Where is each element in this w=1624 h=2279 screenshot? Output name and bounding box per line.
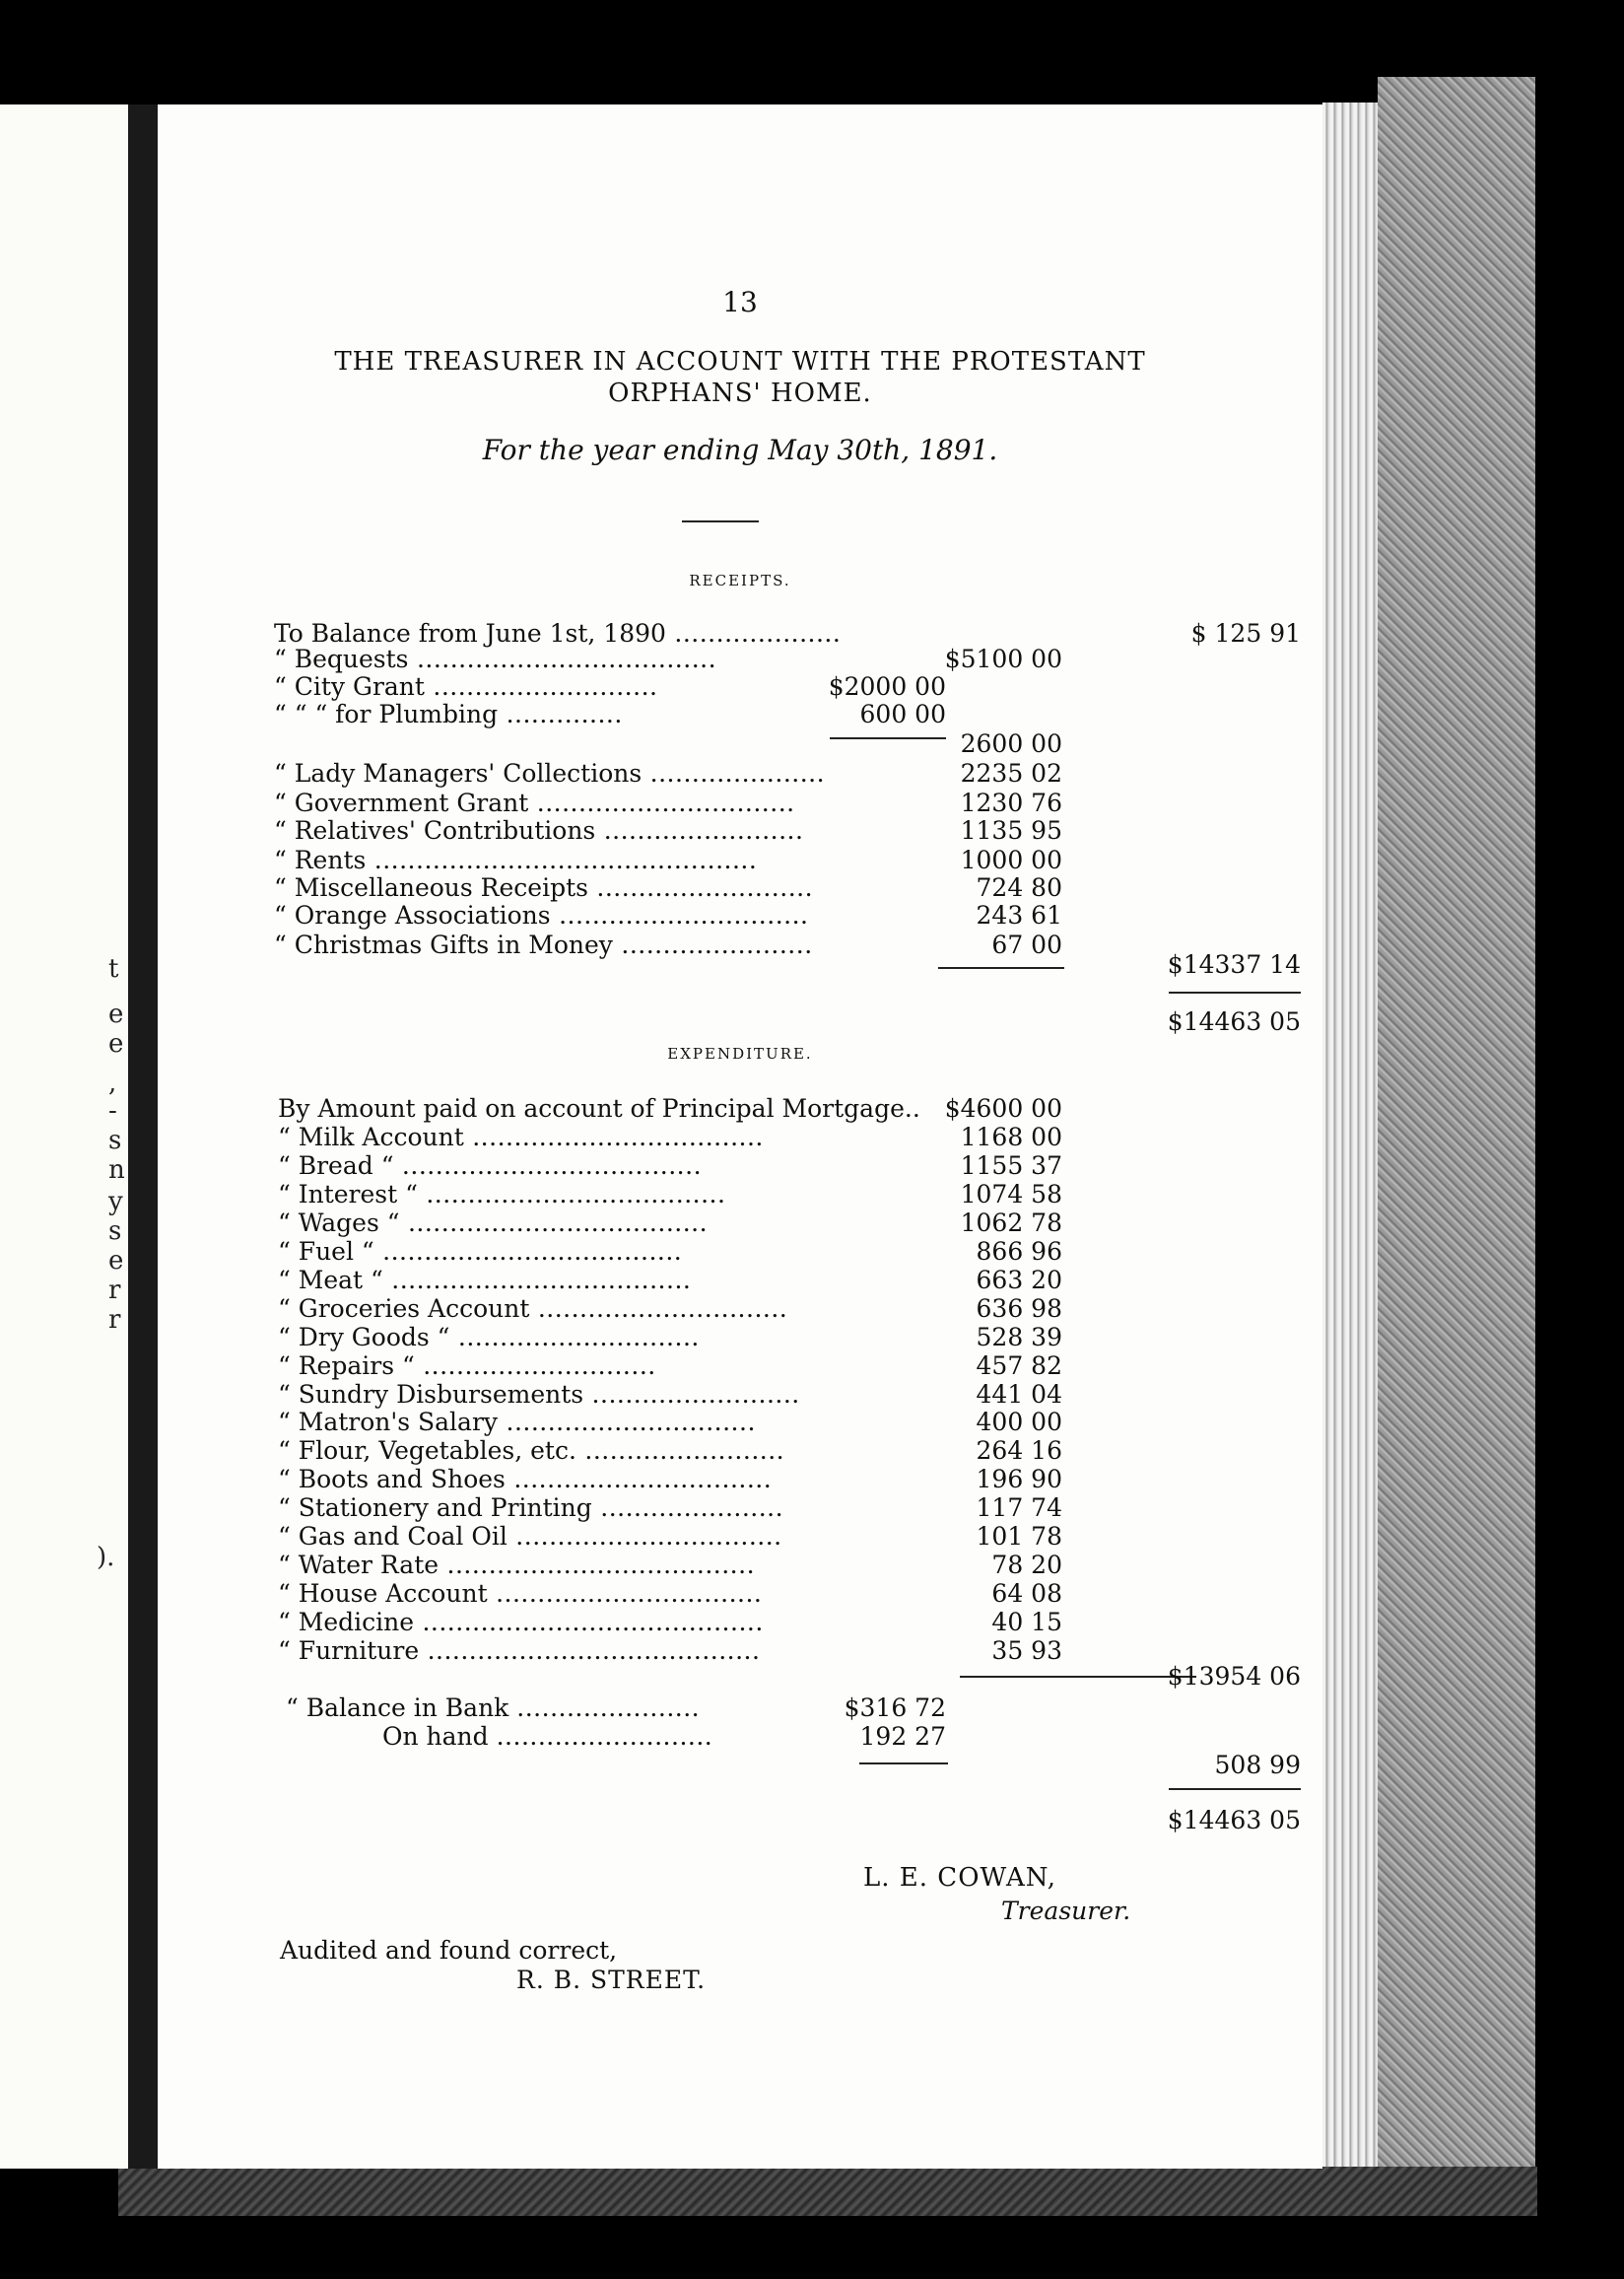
receipt-amount-col2: 67 00 [991,931,1062,959]
on-hand-label: On hand .......................... [382,1722,713,1751]
left-page-letter: e [108,1000,124,1029]
left-page-letter: s [108,1126,122,1155]
receipt-amount-col2: $5100 00 [944,645,1062,673]
expenditure-label: “ Milk Account ................................... [278,1123,764,1151]
expenditure-label: “ Furniture ........................................ [278,1636,761,1665]
receipt-amount-col2: 1000 00 [960,846,1062,874]
receipt-label: “ City Grant ........................... [274,672,658,701]
receipt-amount-col2: 243 61 [976,901,1062,930]
expenditure-amount: 101 78 [976,1522,1062,1551]
expenditure-amount: 636 98 [976,1294,1062,1323]
city-grant-rule [830,737,946,739]
expenditure-label: “ Repairs “ ............................ [278,1351,656,1380]
receipt-amount-col2: 724 80 [976,873,1062,902]
expenditure-amount: 866 96 [976,1237,1062,1266]
page-number: 13 [722,286,758,318]
expenditure-amount: 64 08 [991,1579,1062,1608]
left-page-letter: e [108,1246,124,1276]
book-spine-shadow [128,104,158,2169]
receipts-total-rule [1169,992,1301,994]
expenditure-amount: 1074 58 [960,1180,1062,1209]
left-page-letter: n [108,1155,125,1185]
receipt-amount-col1: 600 00 [859,700,946,728]
expenditure-amount: 196 90 [976,1465,1062,1493]
book-cover-bottom [118,2167,1537,2216]
audit-line: Audited and found correct, [280,1936,618,1965]
receipt-amount-col3: $ 125 91 [1190,619,1301,648]
expenditure-amount: 1062 78 [960,1209,1062,1237]
receipt-amount-col2: 2235 02 [960,759,1062,788]
expenditure-amount: 40 15 [991,1608,1062,1636]
page-13 [158,104,1322,2169]
left-page-letter: r [108,1305,121,1335]
receipt-label: “ Lady Managers' Collections ..................... [274,759,826,788]
left-page-letter: s [108,1216,122,1246]
left-page-letter: ). [97,1543,115,1572]
expenditure-heading: EXPENDITURE. [667,1045,813,1063]
receipt-label: “ Christmas Gifts in Money ....................... [274,931,813,959]
receipt-label: “ Government Grant ............................... [274,789,795,817]
receipt-amount-col1: $2000 00 [828,672,946,701]
receipt-label: “ Relatives' Contributions ........................ [274,816,804,845]
expenditure-label: “ Interest “ .................................... [278,1180,726,1209]
on-hand-value: 192 27 [859,1722,946,1751]
expenditure-label: “ Sundry Disbursements ......................... [278,1380,800,1409]
expenditure-amount: 663 20 [976,1266,1062,1294]
balance-total: 508 99 [1214,1751,1301,1779]
signatory-name: L. E. COWAN, [863,1863,1057,1893]
expenditure-label: “ House Account ................................ [278,1579,763,1608]
expenditure-amount: 457 82 [976,1351,1062,1380]
expenditure-label: By Amount paid on account of Principal Mortgage.. [278,1094,920,1123]
left-page-letter: y [108,1187,123,1216]
expenditure-label: “ Bread “ .................................... [278,1151,703,1180]
receipt-amount-col2: 2600 00 [960,729,1062,758]
expenditure-label: “ Water Rate ..................................... [278,1551,756,1579]
expenditure-subtotal: $13954 06 [1167,1662,1301,1691]
expenditure-amount: 35 93 [991,1636,1062,1665]
receipts-subtotal: $14337 14 [1167,950,1301,979]
receipts-heading: RECEIPTS. [689,572,791,589]
left-page-letter: - [108,1096,117,1126]
expenditure-amount: 117 74 [976,1493,1062,1522]
title-line-2: ORPHANS' HOME. [608,379,872,408]
grand-total-rule [1169,1788,1301,1790]
page-edges [1322,103,1378,2167]
expenditure-label: “ Matron's Salary .............................. [278,1408,756,1436]
expenditure-amount: 1168 00 [960,1123,1062,1151]
expenditure-amount: 400 00 [976,1408,1062,1436]
expenditure-amount: 264 16 [976,1436,1062,1465]
book-cover-cloth [1378,77,1535,2196]
expenditure-label: “ Flour, Vegetables, etc. ........................ [278,1436,785,1465]
expenditure-label: “ Dry Goods “ ............................. [278,1323,700,1351]
expenditure-label: “ Groceries Account .............................. [278,1294,788,1323]
expenditure-amount: 78 20 [991,1551,1062,1579]
receipt-label: To Balance from June 1st, 1890 .................... [274,619,842,648]
receipt-amount-col2: 1135 95 [960,816,1062,845]
receipt-label: “ Orange Associations .............................. [274,901,809,930]
expenditure-label: “ Stationery and Printing ...................... [278,1493,784,1522]
left-page-letter: e [108,1029,124,1059]
receipts-column-rule [938,967,1064,969]
receipt-label: “ Bequests .................................... [274,645,717,673]
left-page-letter: t [108,954,119,984]
receipts-total: $14463 05 [1167,1007,1301,1036]
expenditure-amount: 528 39 [976,1323,1062,1351]
receipt-label: “ Miscellaneous Receipts .......................... [274,873,814,902]
auditor-name: R. B. STREET. [516,1966,707,1994]
balance-in-bank-value: $316 72 [844,1693,946,1722]
expenditure-label: “ Gas and Coal Oil ................................ [278,1522,782,1551]
receipt-amount-col2: 1230 76 [960,789,1062,817]
expenditure-label: “ Medicine ......................................... [278,1608,764,1636]
title-line-1: THE TREASURER IN ACCOUNT WITH THE PROTESTANT [334,347,1146,377]
expenditure-amount: $4600 00 [944,1094,1062,1123]
balance-rule [859,1762,948,1764]
left-page-letter: , [108,1069,117,1098]
expenditure-amount: 441 04 [976,1380,1062,1409]
expenditure-label: “ Wages “ .................................... [278,1209,709,1237]
expenditure-label: “ Fuel “ .................................... [278,1237,683,1266]
signatory-title: Treasurer. [1001,1897,1131,1925]
receipt-label: “ Rents .............................................. [274,846,758,874]
expenditure-label: “ Meat “ .................................... [278,1266,692,1294]
left-page-letter: r [108,1276,121,1305]
grand-total: $14463 05 [1167,1806,1301,1834]
expenditure-amount: 1155 37 [960,1151,1062,1180]
expenditure-label: “ Boots and Shoes ............................... [278,1465,773,1493]
title-rule [682,520,759,522]
balance-in-bank-label: “ Balance in Bank ...................... [286,1693,701,1722]
subtitle: For the year ending May 30th, 1891. [482,434,998,466]
receipt-label: “ “ “ for Plumbing .............. [274,700,623,728]
